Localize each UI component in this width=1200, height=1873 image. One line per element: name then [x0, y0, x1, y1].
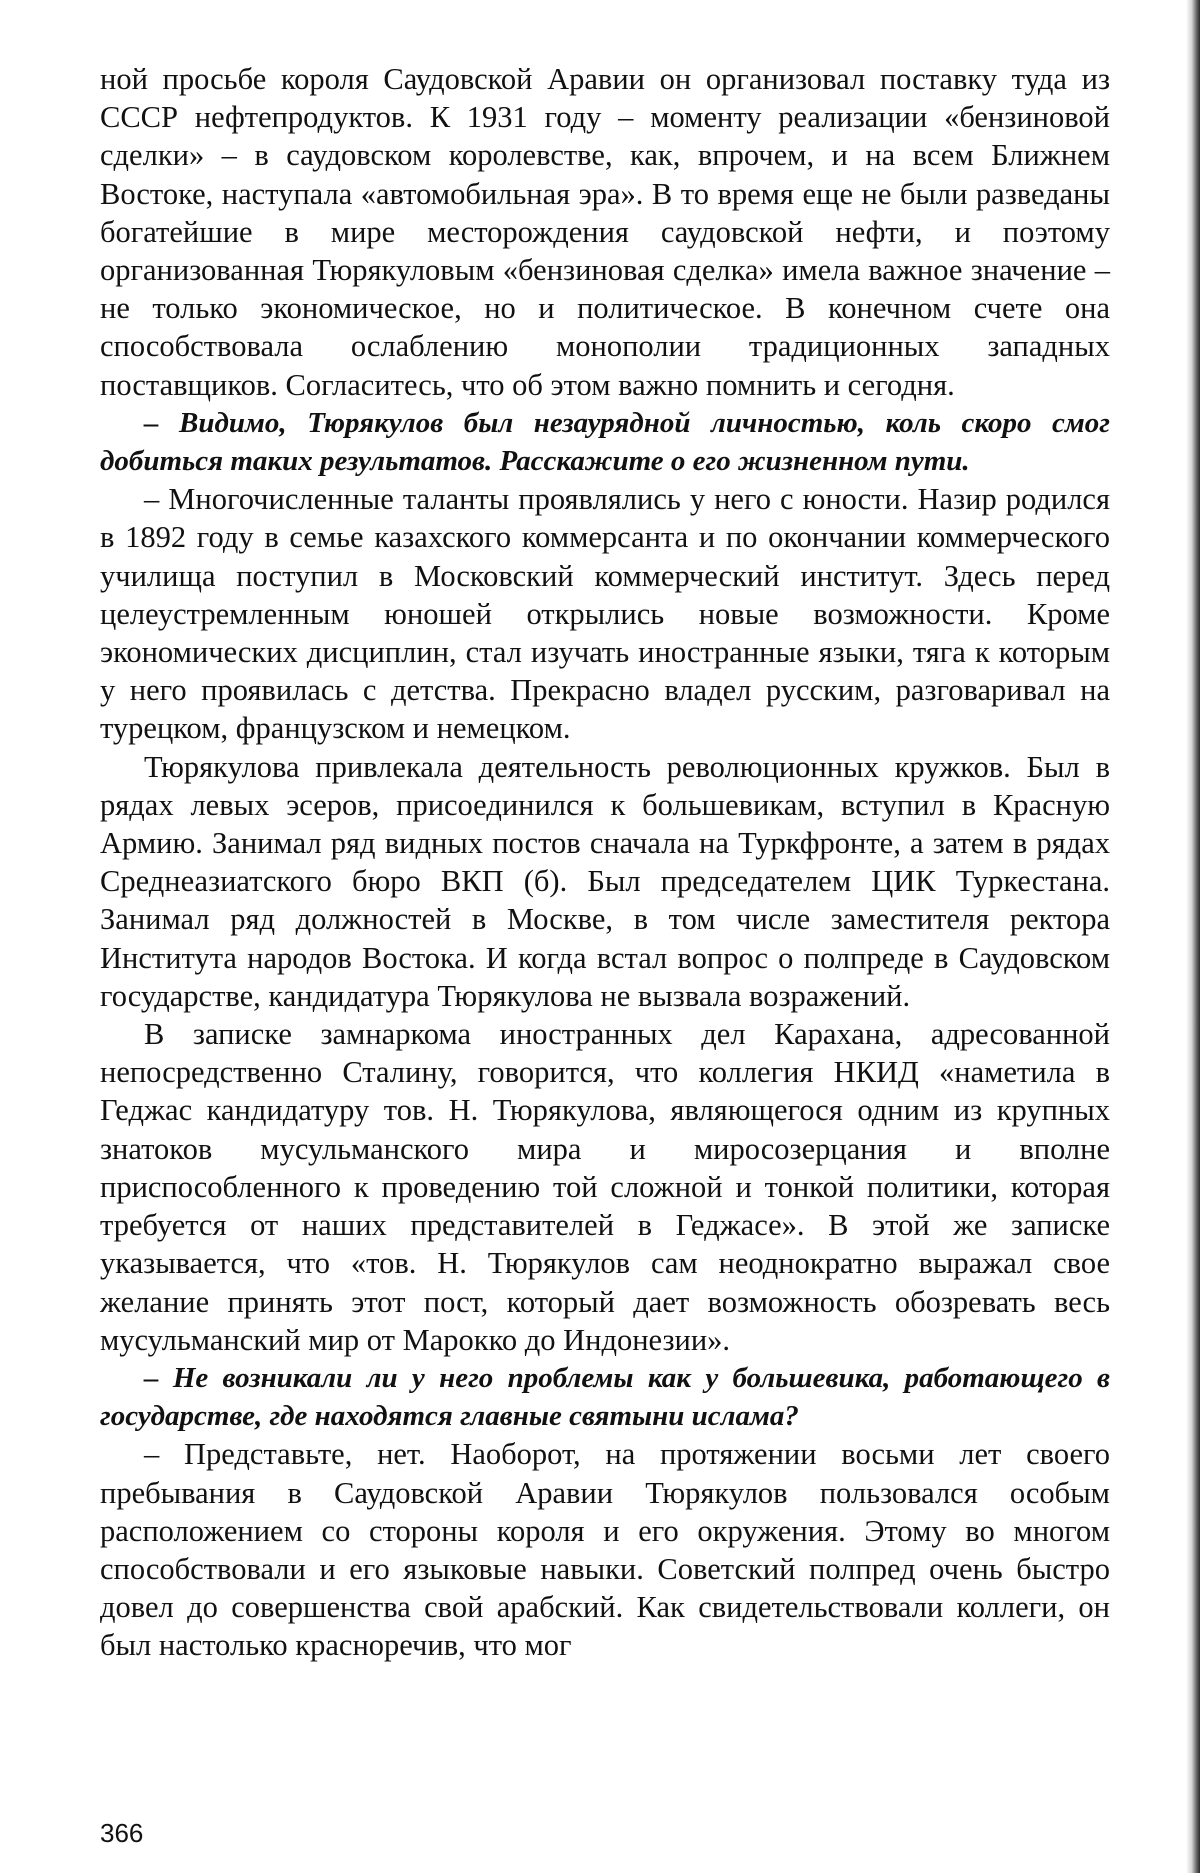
book-page-text: [100, 60, 1110, 1665]
paragraph: Тюрякулова привлекала деятельность революционных кружков. Был в рядах левых эсеров, присоединился к большевикам, вступил в Красную Армию. Занимал ряд видных постов сначала на Туркфронте, а затем в рядах Среднеазиатского бюро ВКП (б). Был председателем ЦИК Туркестана. Занимал ряд должностей в Москве, в том числе заместителя ректора Института народов Востока. И когда встал вопрос о полпреде в Саудовском государстве, кандидатура Тюрякулова не вызвала возражений.: [100, 749, 1110, 1013]
paragraph-continuation: ной просьбе короля Саудовской Аравии он организовал поставку туда из СССР нефтепродуктов. К 1931 году – моменту реализации «бензиновой сделки» – в саудовском королевстве, как, впрочем, и на всем Ближнем Востоке, наступала «автомобильная эра». В то время еще не были разведаны богатейшие в мире месторождения саудовской нефти, и поэтому организованная Тюрякуловым «бензиновая сделка» имела важное значение – не только экономическое, но и политическое. В конечном счете она способствовала ослаблению монополии традиционных западных поставщиков. Согласитесь, что об этом важно помнить и сегодня.: [100, 62, 1110, 402]
page-number: 366: [100, 1818, 144, 1848]
page-edge-shadow: [1186, 0, 1200, 1873]
interview-answer: – Многочисленные таланты проявлялись у него с юности. Назир родился в 1892 году в семье казахского коммерсанта и по окончании коммерческого училища поступил в Московский коммерческий институт. Здесь перед целеустремленным юношей открылись новые возможности. Кроме экономических дисциплин, стал изучать иностранные языки, тяга к которым у него проявилась с детства. Прекрасно владел русским, разговаривал на турецком, французском и немецком.: [100, 482, 1110, 746]
interview-answer: – Представьте, нет. Наоборот, на протяжении восьми лет своего пребывания в Саудовской Аравии Тюрякулов пользовался особым расположением со стороны короля и его окружения. Этому во многом способствовали и его языковые навыки. Советский полпред очень быстро довел до совершенства свой арабский. Как свидетельствовали коллеги, он был настолько красноречив, что мог: [100, 1437, 1110, 1663]
paragraph: В записке замнаркома иностранных дел Карахана, адресованной непосредственно Сталину, говорится, что коллегия НКИД «наметила в Геджас кандидатуру тов. Н. Тюрякулова, являющегося одним из крупных знатоков мусульманского мира и миросозерцания и вполне приспособленного к проведению той сложной и тонкой политики, которая требуется от наших представителей в Геджасе». В этой же записке указывается, что «тов. Н. Тюрякулов сам неоднократно выражал свое желание принять этот пост, который дает возможность обозревать весь мусульманский мир от Марокко до Индонезии».: [100, 1017, 1110, 1357]
interview-question: – Видимо, Тюрякулов был незаурядной личностью, коль скоро смог добиться таких результатов. Расскажите о его жизненном пути.: [100, 406, 1110, 478]
interview-question: – Не возникали ли у него проблемы как у большевика, работающего в государстве, где находятся главные святыни ислама?: [100, 1361, 1110, 1433]
